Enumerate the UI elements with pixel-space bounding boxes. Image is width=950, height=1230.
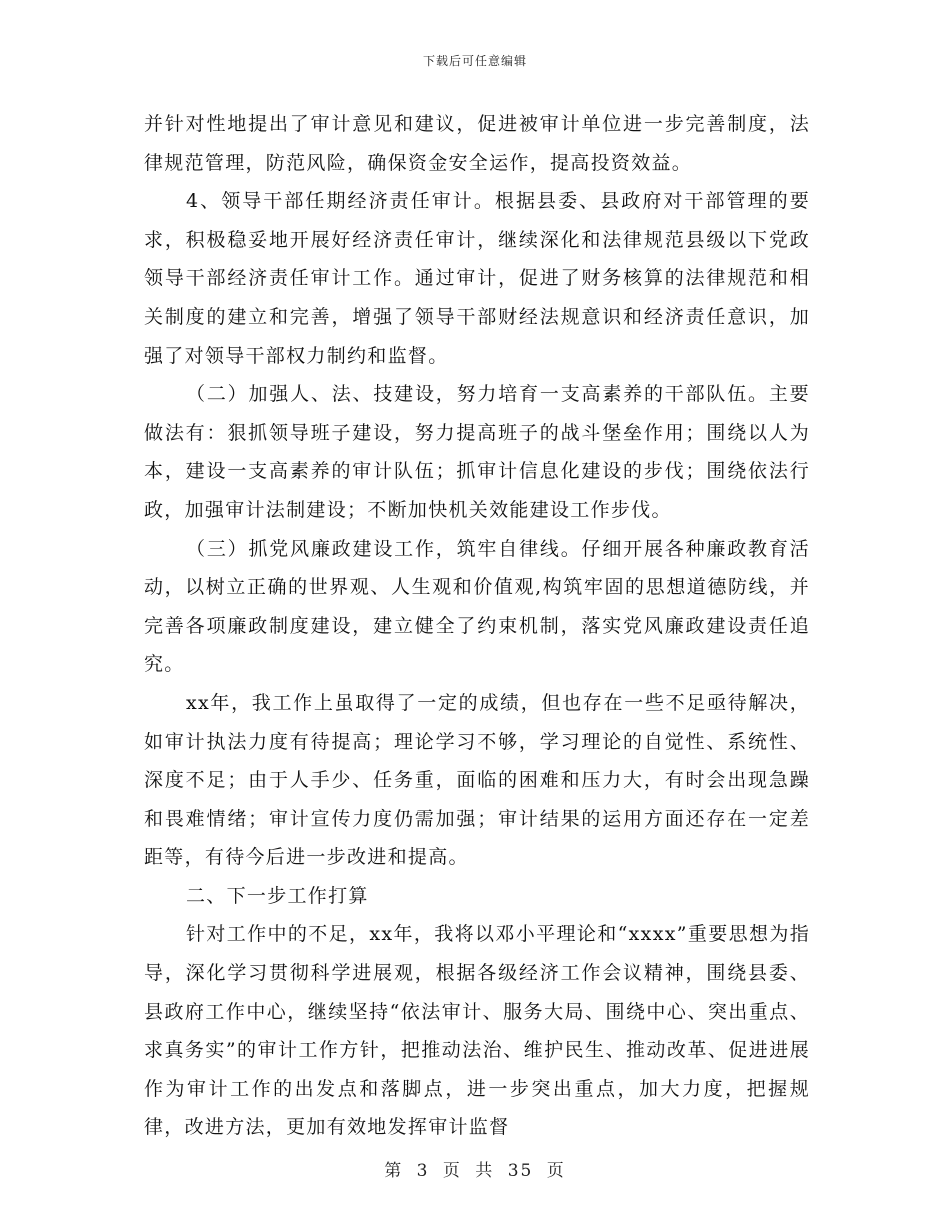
- paragraph: （二）加强人、法、技建设，努力培育一支高素养的干部队伍。主要做法有：狠抓领导班子建设，努力提高班子的战斗堡垒作用；围绕以人为本，建设一支高素养的审计队伍；抓审计信息化建设的步伐；围绕依法行政，加强审计法制建设；不断加快机关效能建设工作步伐。: [144, 383, 810, 521]
- paragraph: 并针对性地提出了审计意见和建议，促进被审计单位进一步完善制度，法律规范管理，防范风险，确保资金安全运作，提高投资效益。: [144, 113, 810, 174]
- page-header: 下载后可任意编辑: [422, 54, 527, 68]
- paragraph: xx年，我工作上虽取得了一定的成绩，但也存在一些不足亟待解决，如审计执法力度有待提高；理论学习不够，学习理论的自觉性、系统性、深度不足；由于人手少、任务重，面临的困难和压力大，有时会出现急躁和畏难情绪；审计宣传力度仍需加强；审计结果的运用方面还存在一定差距等，有待今后进一步改进和提高。: [144, 691, 810, 869]
- section-heading: 二、下一步工作打算: [186, 884, 369, 907]
- page-footer: 第 3 页 共 35 页: [384, 1161, 566, 1181]
- paragraph: 4、领导干部任期经济责任审计。根据县委、县政府对干部管理的要求，积极稳妥地开展好经济责任审计，继续深化和法律规范县级以下党政领导干部经济责任审计工作。通过审计，促进了财务核算的法律规范和相关制度的建立和完善，增强了领导干部财经法规意识和经济责任意识，加强了对领导干部权力制约和监督。: [144, 190, 810, 367]
- paragraph: 针对工作中的不足，xx年，我将以邓小平理论和“xxxx”重要思想为指导，深化学习贯彻科学进展观，根据各级经济工作会议精神，围绕县委、县政府工作中心，继续坚持“依法审计、服务大局、围绕中心、突出重点、求真务实”的审计工作方针，把推动法治、维护民生、推动改革、促进进展作为审计工作的出发点和落脚点，进一步突出重点，加大力度，把握规律，改进方法，更加有效地发挥审计监督: [144, 923, 810, 1139]
- document-body: [144, 105, 810, 1147]
- paragraph: （三）抓党风廉政建设工作，筑牢自律线。仔细开展各种廉政教育活动，以树立正确的世界观、人生观和价值观,构筑牢固的思想道德防线，并完善各项廉政制度建设，建立健全了约束机制，落实党风廉政建设责任追究。: [144, 537, 810, 676]
